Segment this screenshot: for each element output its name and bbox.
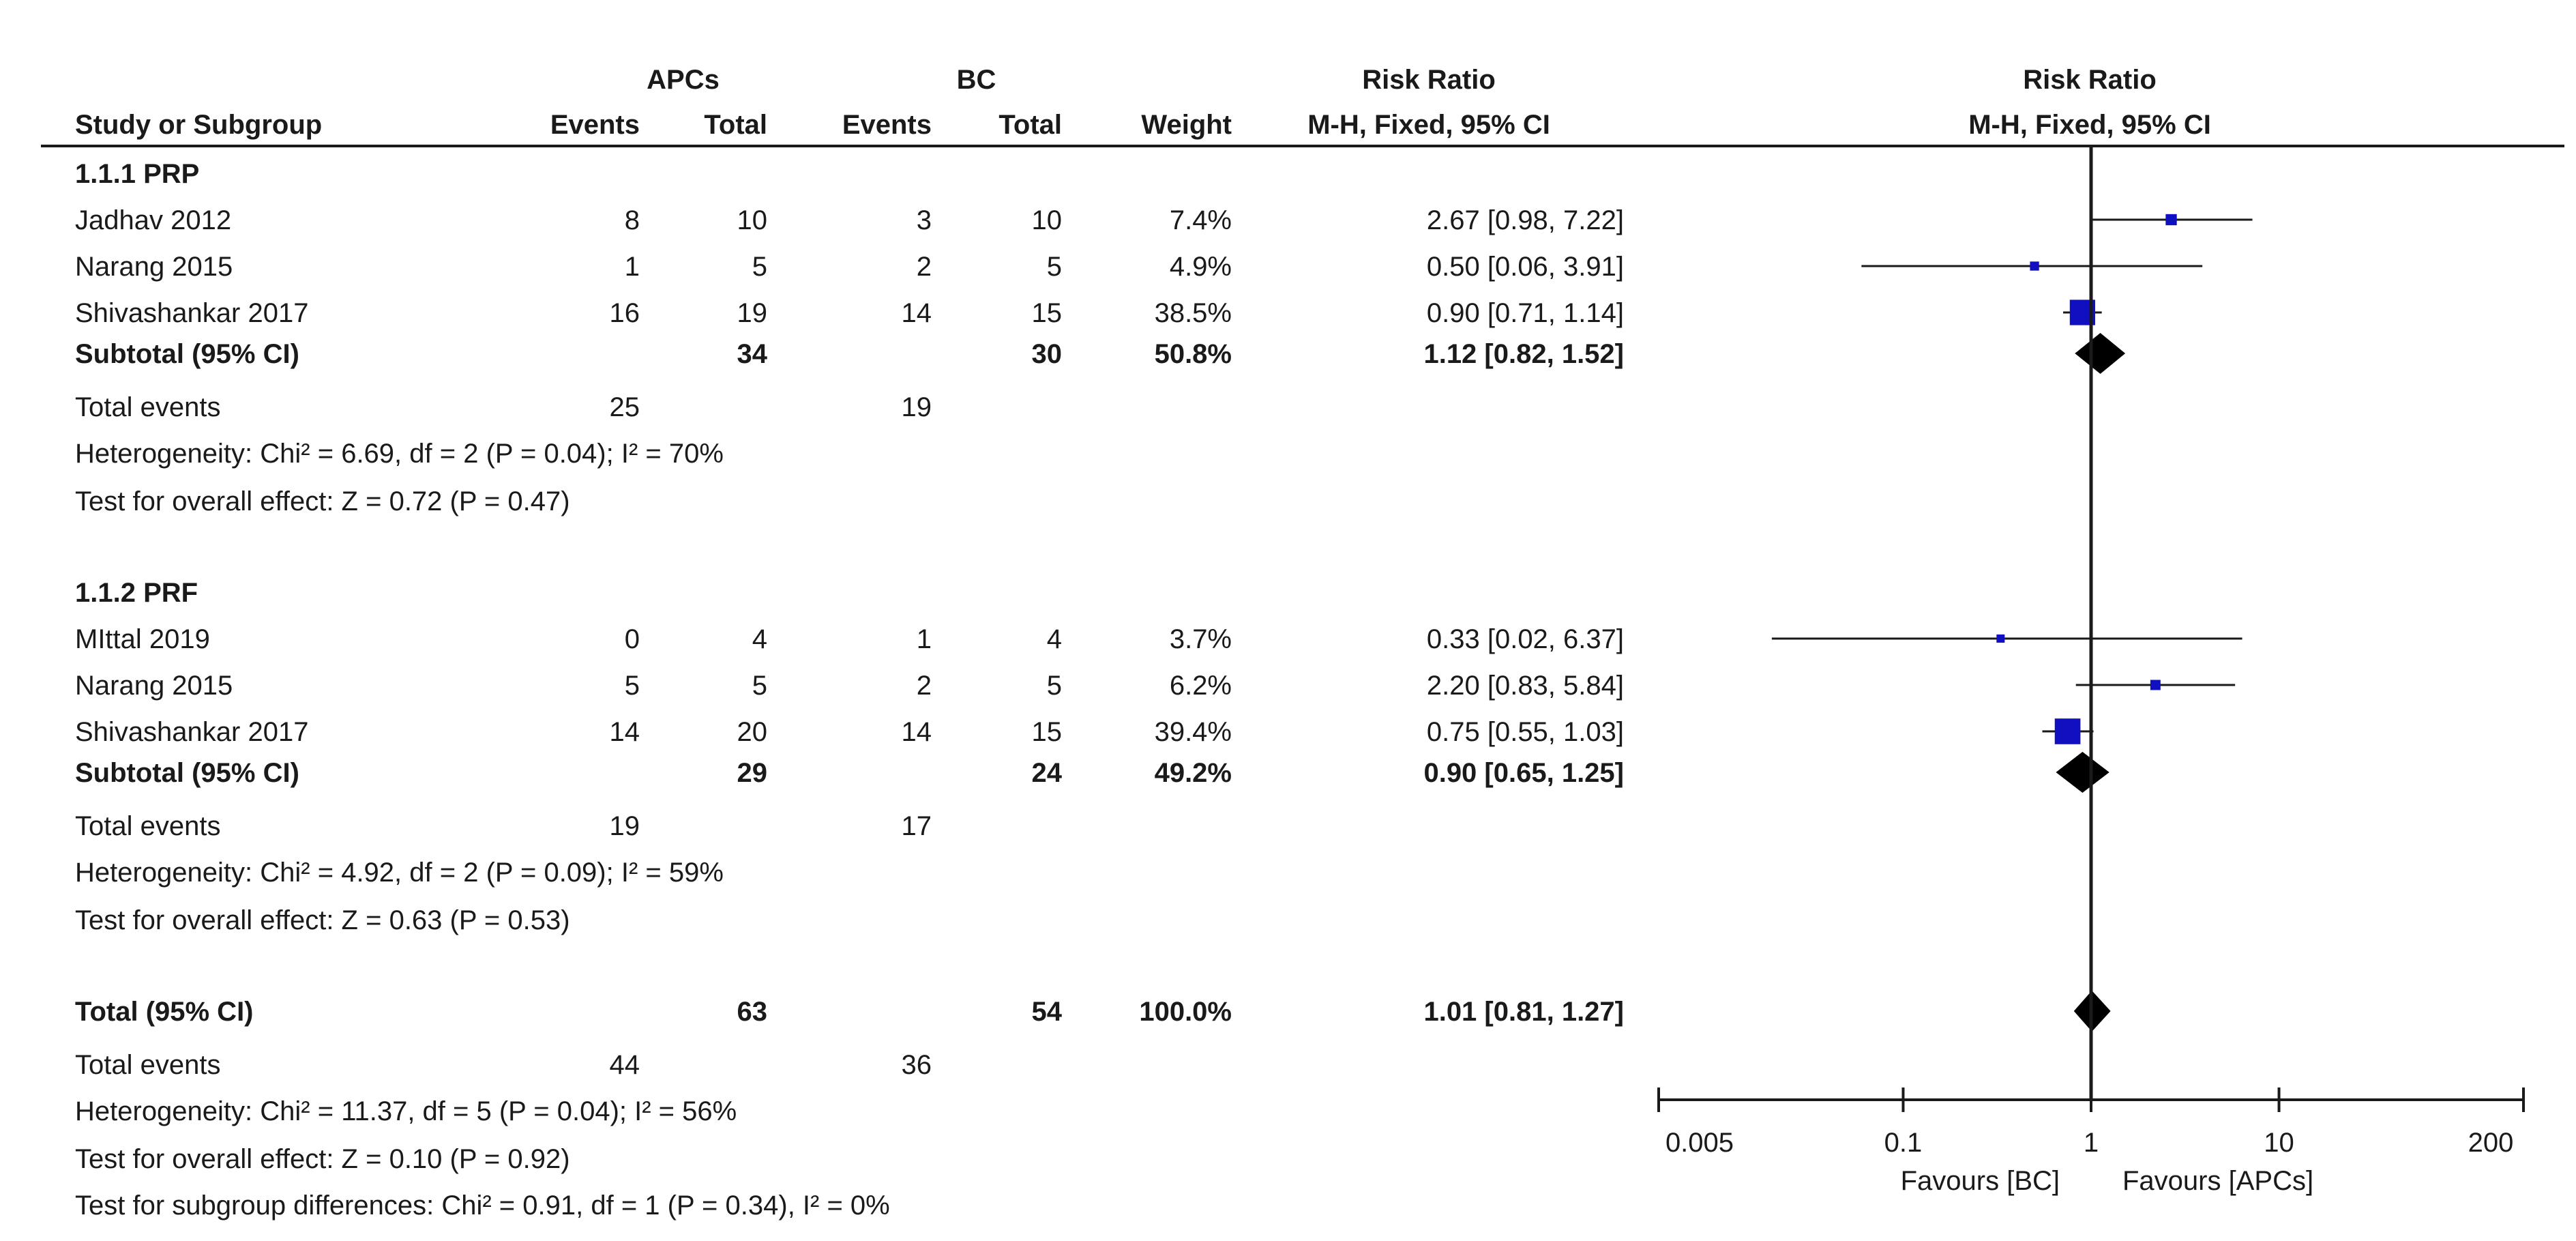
subgroup-overall-effect: Test for overall effect: Z = 0.72 (P = 0.47)	[75, 486, 570, 516]
study-point-marker	[2165, 214, 2176, 225]
study-total-1: 5	[752, 671, 767, 701]
subgroup-total-events-events-1: 19	[609, 811, 640, 841]
subtotal-total-1: 34	[737, 339, 767, 369]
study-name: MIttal 2019	[75, 624, 210, 654]
study-total-1: 5	[752, 252, 767, 282]
study-name: Jadhav 2012	[75, 205, 232, 235]
total-label: Total (95% CI)	[75, 997, 254, 1027]
total-heterogeneity: Heterogeneity: Chi² = 11.37, df = 5 (P = 0.04); I² = 56%	[75, 1096, 737, 1126]
study-events-1: 5	[624, 671, 640, 701]
header-group1: APCs	[647, 65, 720, 95]
study-name: Narang 2015	[75, 252, 233, 282]
study-ci-text: 0.90 [0.71, 1.14]	[1426, 298, 1624, 328]
total-overall-effect: Test for overall effect: Z = 0.10 (P = 0.92)	[75, 1144, 570, 1174]
header-weight: Weight	[1141, 110, 1232, 140]
subgroup-heterogeneity: Heterogeneity: Chi² = 6.69, df = 2 (P = 0.04); I² = 70%	[75, 439, 724, 469]
subtotal-diamond	[2056, 752, 2109, 793]
study-point-marker	[2030, 261, 2039, 270]
subgroup-differences: Test for subgroup differences: Chi² = 0.91, df = 1 (P = 0.34), I² = 0%	[75, 1191, 890, 1221]
study-total-2: 15	[1031, 717, 1062, 747]
study-weight: 6.2%	[1169, 671, 1232, 701]
x-axis-tick-label: 10	[2264, 1128, 2294, 1158]
subgroup-label: 1.1.1 PRP	[75, 159, 200, 189]
study-events-1: 1	[624, 252, 640, 282]
subgroup-total-events-events-2: 17	[901, 811, 932, 841]
total-ci-text: 1.01 [0.81, 1.27]	[1423, 997, 1624, 1027]
study-total-2: 5	[1046, 671, 1062, 701]
subgroup-total-events-label: Total events	[75, 811, 221, 841]
header-events-2: Events	[842, 110, 932, 140]
study-events-2: 1	[916, 624, 932, 654]
study-total-1: 10	[737, 205, 767, 235]
study-events-2: 14	[901, 298, 932, 328]
study-ci-text: 0.33 [0.02, 6.37]	[1426, 624, 1624, 654]
subgroup-total-events-label: Total events	[75, 392, 221, 422]
total-total-1: 63	[737, 997, 767, 1027]
study-events-2: 2	[916, 252, 932, 282]
study-total-2: 4	[1046, 624, 1062, 654]
study-ci-text: 0.75 [0.55, 1.03]	[1426, 717, 1624, 747]
header-plot-effect-col: Risk Ratio	[2023, 65, 2157, 95]
study-events-2: 3	[916, 205, 932, 235]
study-ci-text: 0.50 [0.06, 3.91]	[1426, 252, 1624, 282]
subgroup-overall-effect: Test for overall effect: Z = 0.63 (P = 0.53)	[75, 905, 570, 935]
study-point-marker	[2150, 680, 2161, 690]
study-name: Shivashankar 2017	[75, 298, 309, 328]
subtotal-ci-text: 0.90 [0.65, 1.25]	[1423, 758, 1624, 788]
total-events-events-2: 36	[901, 1050, 932, 1080]
header-effect-col: Risk Ratio	[1362, 65, 1496, 95]
total-total-2: 54	[1031, 997, 1062, 1027]
header-events-1: Events	[550, 110, 640, 140]
study-weight: 3.7%	[1169, 624, 1232, 654]
favours-left-label: Favours [BC]	[1900, 1166, 2060, 1196]
study-name: Shivashankar 2017	[75, 717, 309, 747]
header-plot-effect-method: M-H, Fixed, 95% CI	[1968, 110, 2211, 140]
subtotal-label: Subtotal (95% CI)	[75, 758, 299, 788]
header-study-col: Study or Subgroup	[75, 110, 323, 140]
subtotal-ci-text: 1.12 [0.82, 1.52]	[1423, 339, 1624, 369]
subgroup-heterogeneity: Heterogeneity: Chi² = 4.92, df = 2 (P = 0.09); I² = 59%	[75, 858, 724, 888]
study-weight: 39.4%	[1154, 717, 1232, 747]
study-events-1: 16	[609, 298, 640, 328]
study-name: Narang 2015	[75, 671, 233, 701]
subtotal-diamond	[2075, 333, 2125, 374]
study-events-1: 8	[624, 205, 640, 235]
header-effect-method: M-H, Fixed, 95% CI	[1307, 110, 1550, 140]
study-total-2: 5	[1046, 252, 1062, 282]
header-total-1: Total	[704, 110, 767, 140]
study-total-2: 15	[1031, 298, 1062, 328]
study-events-2: 2	[916, 671, 932, 701]
subtotal-total-1: 29	[737, 758, 767, 788]
favours-right-label: Favours [APCs]	[2122, 1166, 2314, 1196]
subtotal-total-2: 24	[1031, 758, 1062, 788]
header-total-2: Total	[998, 110, 1062, 140]
subgroup-total-events-events-1: 25	[609, 392, 640, 422]
study-events-1: 14	[609, 717, 640, 747]
subtotal-weight: 49.2%	[1154, 758, 1232, 788]
study-ci-text: 2.67 [0.98, 7.22]	[1426, 205, 1624, 235]
study-weight: 7.4%	[1169, 205, 1232, 235]
study-total-1: 19	[737, 298, 767, 328]
subtotal-total-2: 30	[1031, 339, 1062, 369]
study-events-2: 14	[901, 717, 932, 747]
x-axis-tick-label: 0.1	[1884, 1128, 1923, 1158]
study-ci-text: 2.20 [0.83, 5.84]	[1426, 671, 1624, 701]
study-weight: 4.9%	[1169, 252, 1232, 282]
x-axis-tick-label: 200	[2468, 1128, 2514, 1158]
study-point-marker	[2055, 718, 2081, 744]
total-weight: 100.0%	[1139, 997, 1232, 1027]
x-axis-tick-label: 0.005	[1665, 1128, 1734, 1158]
study-weight: 38.5%	[1154, 298, 1232, 328]
total-events-label: Total events	[75, 1050, 221, 1080]
study-events-1: 0	[624, 624, 640, 654]
study-point-marker	[1996, 634, 2004, 643]
study-total-1: 4	[752, 624, 767, 654]
subgroup-total-events-events-2: 19	[901, 392, 932, 422]
total-events-events-1: 44	[609, 1050, 640, 1080]
x-axis-tick-label: 1	[2083, 1128, 2099, 1158]
subtotal-label: Subtotal (95% CI)	[75, 339, 299, 369]
subgroup-label: 1.1.2 PRF	[75, 578, 198, 608]
subtotal-weight: 50.8%	[1154, 339, 1232, 369]
study-total-2: 10	[1031, 205, 1062, 235]
header-group2: BC	[956, 65, 996, 95]
study-total-1: 20	[737, 717, 767, 747]
